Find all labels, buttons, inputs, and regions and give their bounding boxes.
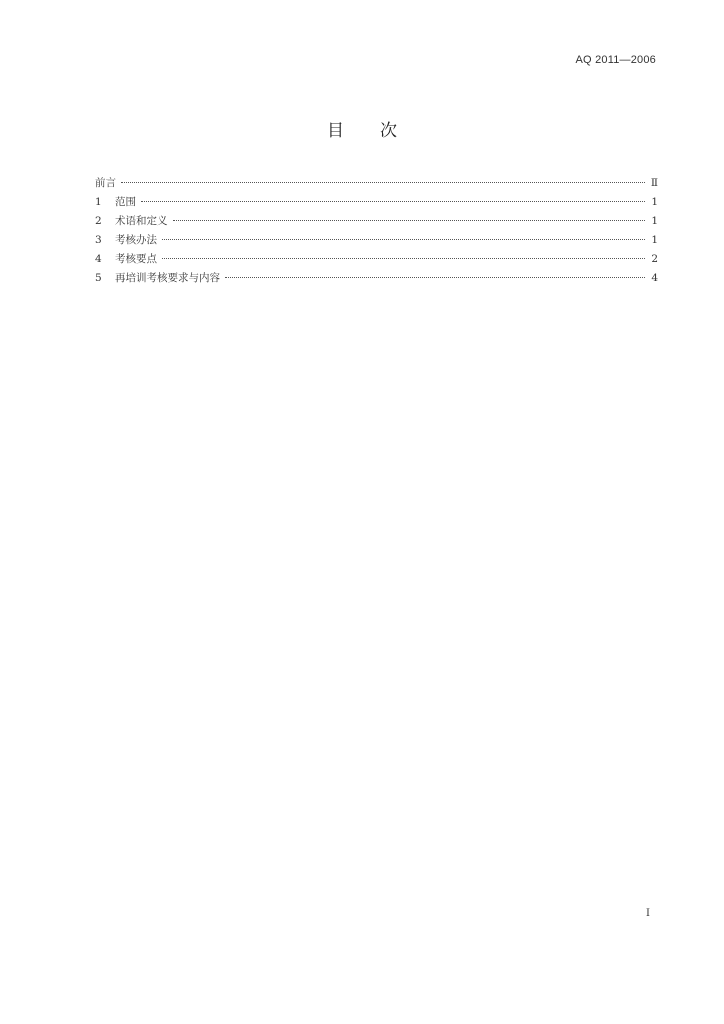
- toc-entry-page: 1: [651, 234, 658, 246]
- toc-entry-scope[interactable]: [95, 194, 658, 213]
- toc-entry-page: 4: [651, 272, 658, 284]
- dot-leader: [141, 201, 645, 202]
- dot-leader: [173, 220, 646, 221]
- toc-title-char-1: 目: [327, 121, 344, 141]
- toc-entry-page: 1: [651, 196, 658, 208]
- toc-entry-label: 术语和定义: [115, 215, 168, 227]
- toc-entry-number: 1: [95, 196, 102, 208]
- toc-entry-label: 范围: [115, 196, 136, 208]
- toc-entry-number: 5: [95, 272, 102, 284]
- toc-entry-number: 4: [95, 253, 102, 265]
- dot-leader: [121, 182, 645, 183]
- toc-entry-number: 3: [95, 234, 102, 246]
- toc-title: [0, 116, 724, 141]
- toc-entry-label: 再培训考核要求与内容: [115, 272, 220, 284]
- dot-leader: [162, 258, 645, 259]
- table-of-contents: [95, 175, 658, 289]
- dot-leader: [225, 277, 645, 278]
- dot-leader: [162, 239, 645, 240]
- toc-entry-retraining[interactable]: [95, 270, 658, 289]
- toc-entry-assessment-points[interactable]: [95, 251, 658, 270]
- toc-entry-page: 2: [651, 253, 658, 265]
- toc-entry-assessment-method[interactable]: [95, 232, 658, 251]
- toc-entry-label: 考核要点: [115, 253, 157, 265]
- toc-entry-label: 考核办法: [115, 234, 157, 246]
- toc-entry-number: 2: [95, 215, 102, 227]
- toc-entry-label: 前言: [95, 177, 116, 189]
- page-number: Ⅰ: [646, 908, 650, 919]
- toc-entry-page: 1: [651, 215, 658, 227]
- toc-title-char-2: 次: [380, 121, 397, 141]
- standard-number: AQ 2011—2006: [575, 54, 656, 66]
- toc-entry-foreword[interactable]: [95, 175, 658, 194]
- toc-entry-terms[interactable]: [95, 213, 658, 232]
- toc-entry-page: Ⅱ: [650, 177, 658, 189]
